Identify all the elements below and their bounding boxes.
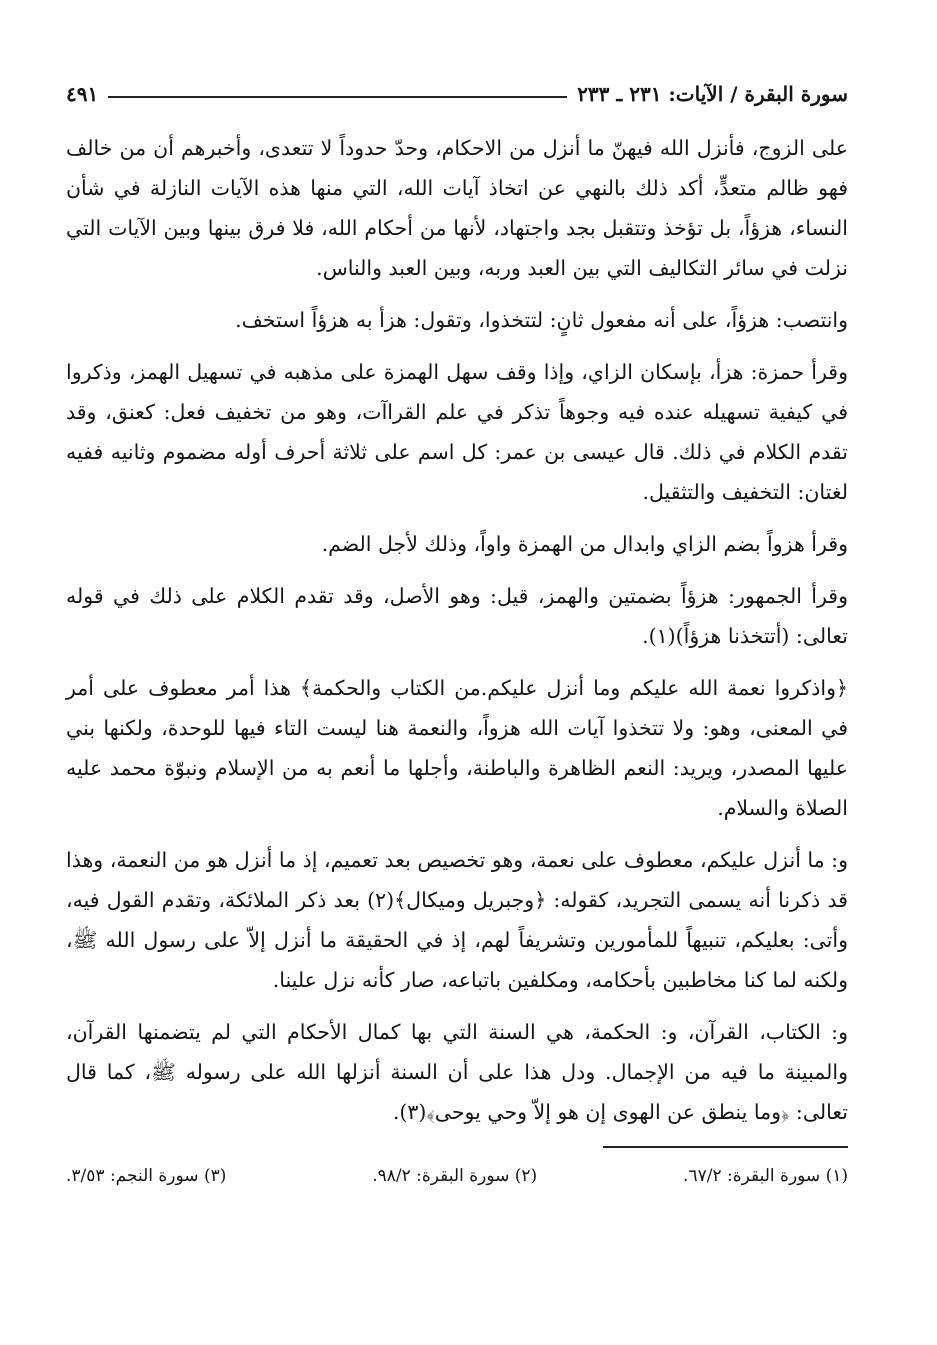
footnotes bbox=[66, 1166, 848, 1186]
paragraph: و: الكتاب، القرآن، و: الحكمة، هي السنة التي بها كمال الأحكام التي لم يتضمنها القرآن، والمبينة ما فيه من الإجمال. ودل هذا على أن السنة أنزلها الله على رسوله ﷺ، كما قال تعالى: ﴿وما ينطق عن الهوى إن هو إلاّ وحي يوحى﴾(٣). bbox=[66, 1020, 848, 1124]
book-page bbox=[66, 72, 848, 1186]
page-number: ٤٩١ bbox=[66, 82, 99, 106]
footnote-divider bbox=[603, 1146, 848, 1148]
paragraph: ﴿واذكروا نعمة الله عليكم وما أنزل عليكم.من الكتاب والحكمة﴾ هذا أمر معطوف على أمر في المعنى، وهو: ولا تتخذوا آيات الله هزواً، والنعمة هنا ليست التاء فيها للوحدة، ولكنها بني عليها المصدر، ويريد: النعم الظاهرة والباطنة، وأجلها ما أنعم به من الإسلام ونبوّة محمد عليه الصلاة والسلام. bbox=[66, 676, 848, 820]
running-header bbox=[66, 72, 848, 106]
paragraph: وقرأ الجمهور: هزؤاً بضمتين والهمز، قيل: وهو الأصل، وقد تقدم الكلام على ذلك في قوله تعالى: (أتتخذنا هزؤاً)(١). bbox=[66, 584, 848, 648]
paragraph: وقرأ حمزة: هزأ، بإسكان الزاي، وإذا وقف سهل الهمزة على مذهبه في تسهيل الهمز، وذكروا في كيفية تسهيله عنده فيه وجوهاً تذكر في علم القراآت، وهو من تخفيف فعل: كعنق، وقد تقدم الكلام في ذلك. قال عيسى بن عمر: كل اسم على ثلاثة أحرف أوله مضموم وثانيه ففيه لغتان: التخفيف والتثقيل. bbox=[66, 360, 848, 504]
footnote-3: (٣) سورة النجم: ٣/٥٣. bbox=[66, 1166, 227, 1186]
header-rule bbox=[108, 96, 567, 98]
paragraph: وقرأ هزواً بضم الزاي وابدال من الهمزة واواً، وذلك لأجل الضم. bbox=[321, 532, 848, 556]
header-title: سورة البقرة / الآيات: ٢٣١ ـ ٢٣٣ bbox=[577, 82, 848, 106]
paragraph: على الزوج، فأنزل الله فيهنّ ما أنزل من الاحكام، وحدّ حدوداً لا تتعدى، وأخبرهم أن من خالف فهو ظالم متعدٍّ، أكد ذلك بالنهي عن اتخاذ آيات الله، التي منها هذه الآيات النازلة في شأن النساء، هزؤاً، بل تؤخذ وتتقبل بجد واجتهاد، لأنها من أحكام الله، فلا فرق بينها وبين الآيات التي نزلت في سائر التكاليف التي بين العبد وربه، وبين العبد والناس. bbox=[66, 136, 848, 280]
paragraph: و: ما أنزل عليكم، معطوف على نعمة، وهو تخصيص بعد تعميم، إذ ما أنزل هو من النعمة، وهذا قد ذكرنا أنه يسمى التجريد، كقوله: ﴿وجبريل وميكال﴾(٢) بعد ذكر الملائكة، وتقدم القول فيه، وأتى: بعليكم، تنبيهاً للمأمورين وتشريفاً لهم، إذ في الحقيقة ما أنزل إلاّ على رسول الله ﷺ، ولكنه لما كنا مخاطبين بأحكامه، ومكلفين باتباعه، صار كأنه نزل علينا. bbox=[66, 848, 848, 992]
paragraph: وانتصب: هزؤاً، على أنه مفعول ثانٍ: لتتخذوا، وتقول: هزأ به هزؤاً استخف. bbox=[235, 308, 848, 332]
main-text bbox=[66, 128, 848, 1132]
footnote-2: (٢) سورة البقرة: ٩٨/٢. bbox=[372, 1166, 538, 1186]
footnote-1: (١) سورة البقرة: ٦٧/٢. bbox=[683, 1166, 848, 1186]
